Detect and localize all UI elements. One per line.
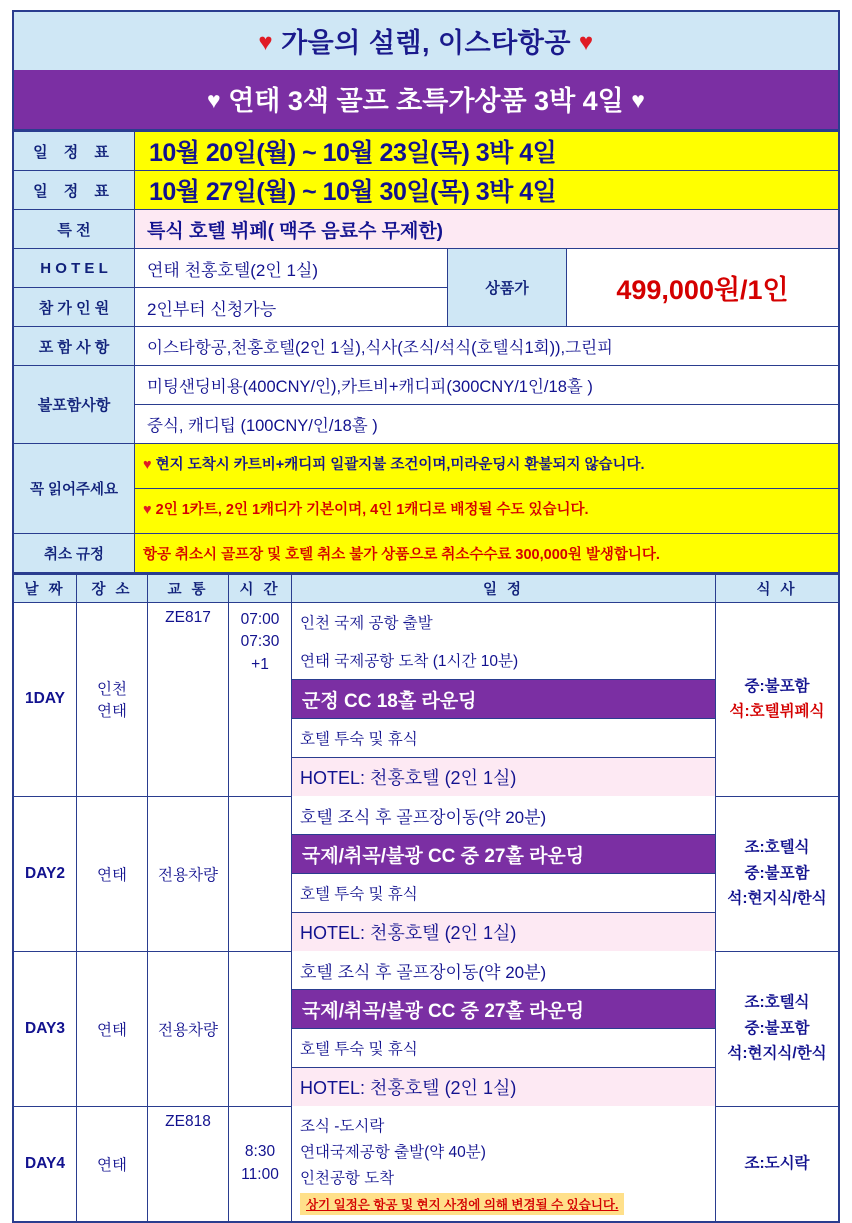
- sub-title-text: 연태 3색 골프 초특가상품 3박 4일: [228, 86, 624, 116]
- day-label: DAY4: [13, 1106, 77, 1222]
- table-row: [13, 1106, 839, 1222]
- include-value: 이스타항공,천홍호텔(2인 1실),식사(조식/석식(호텔식1회)),그린피: [135, 327, 840, 366]
- white-heart-icon: ♥: [207, 87, 221, 113]
- day-time: [229, 603, 292, 797]
- info-table: [12, 131, 840, 574]
- day-transport: ZE818: [148, 1106, 229, 1222]
- day-transport: 전용차량: [148, 951, 229, 1106]
- meal-line-3: 석:현지식/한식: [727, 1045, 827, 1063]
- table-row: [13, 951, 839, 1106]
- schedule-list: [292, 603, 715, 796]
- white-heart-icon: ♥: [631, 87, 645, 113]
- day-meals: [716, 951, 840, 1106]
- day-transport: 전용차량: [148, 796, 229, 951]
- sub-title: [14, 70, 838, 129]
- day-meals: [716, 603, 840, 797]
- price-label: 상품가: [448, 249, 567, 327]
- main-title-text: 가을의 설렘, 이스타항공: [281, 28, 571, 58]
- table-row: [13, 534, 839, 574]
- schedule-item-hotel: HOTEL: 천홍호텔 (2인 1실): [292, 1068, 715, 1107]
- day-meals: [716, 796, 840, 951]
- footnote: 상기 일정은 항공 및 현지 사정에 의해 변경될 수 있습니다.: [300, 1193, 624, 1215]
- col-transport: 교 통: [148, 575, 229, 603]
- list-item: [292, 641, 715, 680]
- meal-line-1: 조:도시락: [744, 1154, 810, 1172]
- benefit-label: 특 전: [13, 210, 135, 249]
- benefit-value: 특식 호텔 뷔페( 맥주 음료수 무제한): [135, 210, 840, 249]
- include-label: 포 함 사 항: [13, 327, 135, 366]
- day-time: [229, 796, 292, 951]
- day-time-line-2: 07:30: [240, 633, 280, 651]
- day-time: [229, 1106, 292, 1222]
- schedule1-value: 10월 20일(월) ~ 10월 23일(목) 3박 4일: [135, 132, 840, 171]
- meal-line-2: 석:호텔뷔페식: [729, 703, 825, 721]
- schedule2-label: 일 정 표: [13, 171, 135, 210]
- meal-line-1: 중:불포함: [744, 677, 810, 695]
- meal-line-2: 중:불포함: [744, 1019, 810, 1037]
- schedule-item: 연태 국제공항 도착 (1시간 10분): [292, 641, 715, 680]
- table-row: [13, 171, 839, 210]
- list-item: [292, 1068, 715, 1107]
- day-transport: ZE817: [148, 603, 229, 797]
- day-time-line-1: 07:00: [240, 611, 280, 628]
- exclude-label: 불포함사항: [13, 366, 135, 444]
- col-schedule: 일 정: [292, 575, 716, 603]
- list-item: [292, 951, 715, 990]
- day-time-line-3: +1: [251, 655, 269, 673]
- day-label: DAY2: [13, 796, 77, 951]
- hotel-label: H O T E L: [13, 249, 135, 288]
- list-item: [292, 796, 715, 835]
- schedule-item: 호텔 투숙 및 휴식: [292, 874, 715, 913]
- list-item: [292, 1029, 715, 1068]
- schedule-item: 호텔 조식 후 골프장이동(약 20분): [292, 951, 715, 990]
- schedule1-label: 일 정 표: [13, 132, 135, 171]
- schedule-item-highlight: 국제/취곡/불광 CC 중 27홀 라운딩: [292, 835, 715, 874]
- schedule-item: 호텔 조식 후 골프장이동(약 20분): [292, 796, 715, 835]
- price-value: 499,000원/1인: [567, 249, 840, 327]
- list-item: [292, 603, 715, 641]
- heart-icon: ♥: [258, 29, 274, 56]
- table-row: [13, 327, 839, 366]
- col-place: 장 소: [77, 575, 148, 603]
- cancel-label: 취소 규정: [13, 534, 135, 574]
- list-item: [292, 758, 715, 797]
- schedule-item: 조식 -도시락: [300, 1118, 385, 1135]
- read-line-2-text: 2인 1카트, 2인 1캐디가 기본이며, 4인 1캐디로 배정될 수도 있습니다.: [155, 502, 589, 519]
- meal-line-3: 석:현지식/한식: [727, 890, 827, 908]
- list-item: [292, 990, 715, 1029]
- day-place: 연태: [77, 1106, 148, 1222]
- meal-line-1: 조:호텔식: [744, 839, 810, 857]
- table-row: [13, 405, 839, 444]
- heart-icon: ♥: [143, 457, 152, 474]
- schedule-item: 호텔 투숙 및 휴식: [292, 1029, 715, 1068]
- schedule-item-hotel: HOTEL: 천홍호텔 (2인 1실): [292, 913, 715, 952]
- table-row: [13, 132, 839, 171]
- day-label: DAY3: [13, 951, 77, 1106]
- schedule-item: 인천공항 도착: [300, 1170, 395, 1187]
- day-meals: [716, 1106, 840, 1222]
- schedule-item-highlight: 군정 CC 18홀 라운딩: [292, 680, 715, 719]
- list-item: [292, 835, 715, 874]
- schedule-item: 연대국제공항 출발(약 40분): [300, 1144, 486, 1161]
- day-schedule: [292, 796, 716, 951]
- main-title: [14, 12, 838, 70]
- table-row: [13, 366, 839, 405]
- table-row: [13, 210, 839, 249]
- schedule-item-highlight: 국제/취곡/불광 CC 중 27홀 라운딩: [292, 990, 715, 1029]
- table-row: [13, 603, 839, 797]
- col-date: 날 짜: [13, 575, 77, 603]
- day-time: [229, 951, 292, 1106]
- schedule-list: [292, 796, 715, 951]
- heart-icon: ♥: [143, 502, 152, 519]
- table-row: [13, 489, 839, 534]
- header: [12, 10, 840, 131]
- exclude-line-1: 미팅샌딩비용(400CNY/인),카트비+캐디피(300CNY/1인/18홀 ): [135, 366, 840, 405]
- schedule2-value: 10월 27일(월) ~ 10월 30일(목) 3박 4일: [135, 171, 840, 210]
- day-schedule: [292, 951, 716, 1106]
- table-row: [13, 444, 839, 489]
- day-time-line-1: 8:30: [244, 1143, 276, 1161]
- day-time-line-2: 11:00: [241, 1165, 279, 1183]
- itinerary-table: [12, 574, 840, 1223]
- heart-icon: ♥: [578, 29, 594, 56]
- people-value: 2인부터 신청가능: [135, 288, 448, 327]
- table-row: [13, 796, 839, 951]
- list-item: [292, 719, 715, 758]
- day-place: 연태: [77, 951, 148, 1106]
- schedule-item: 인천 국제 공항 출발: [292, 603, 715, 641]
- day-schedule: [292, 1106, 716, 1222]
- schedule-item: 호텔 투숙 및 휴식: [292, 719, 715, 758]
- schedule-item-hotel: HOTEL: 천홍호텔 (2인 1실): [292, 758, 715, 797]
- day-place-line-1: 인천: [97, 681, 127, 699]
- list-item: [292, 680, 715, 719]
- hotel-value: 연태 천홍호텔(2인 1실): [135, 249, 448, 288]
- read-label: 꼭 읽어주세요: [13, 444, 135, 534]
- meal-line-1: 조:호텔식: [744, 994, 810, 1012]
- day-place: 연태: [77, 796, 148, 951]
- read-line-1: [135, 444, 840, 489]
- day-label: 1DAY: [13, 603, 77, 797]
- read-line-2: [135, 489, 840, 534]
- list-item: [292, 913, 715, 952]
- schedule-list: [292, 951, 715, 1106]
- day-place-line-2: 연태: [97, 703, 127, 721]
- col-time: 시 간: [229, 575, 292, 603]
- meal-line-2: 중:불포함: [744, 864, 810, 882]
- list-item: [292, 874, 715, 913]
- day-place: [77, 603, 148, 797]
- people-label: 참 가 인 원: [13, 288, 135, 327]
- table-header-row: [13, 575, 839, 603]
- col-meal: 식 사: [716, 575, 840, 603]
- day-schedule: [292, 603, 716, 797]
- exclude-line-2: 중식, 캐디팁 (100CNY/인/18홀 ): [135, 405, 840, 444]
- table-row: [13, 249, 839, 288]
- cancel-value: 항공 취소시 골프장 및 호텔 취소 불가 상품으로 취소수수료 300,000원 발생합니다.: [135, 534, 840, 574]
- read-line-1-text: 현지 도착시 카트비+캐디피 일괄지불 조건이며,미라운딩시 환불되지 않습니다.: [155, 457, 645, 474]
